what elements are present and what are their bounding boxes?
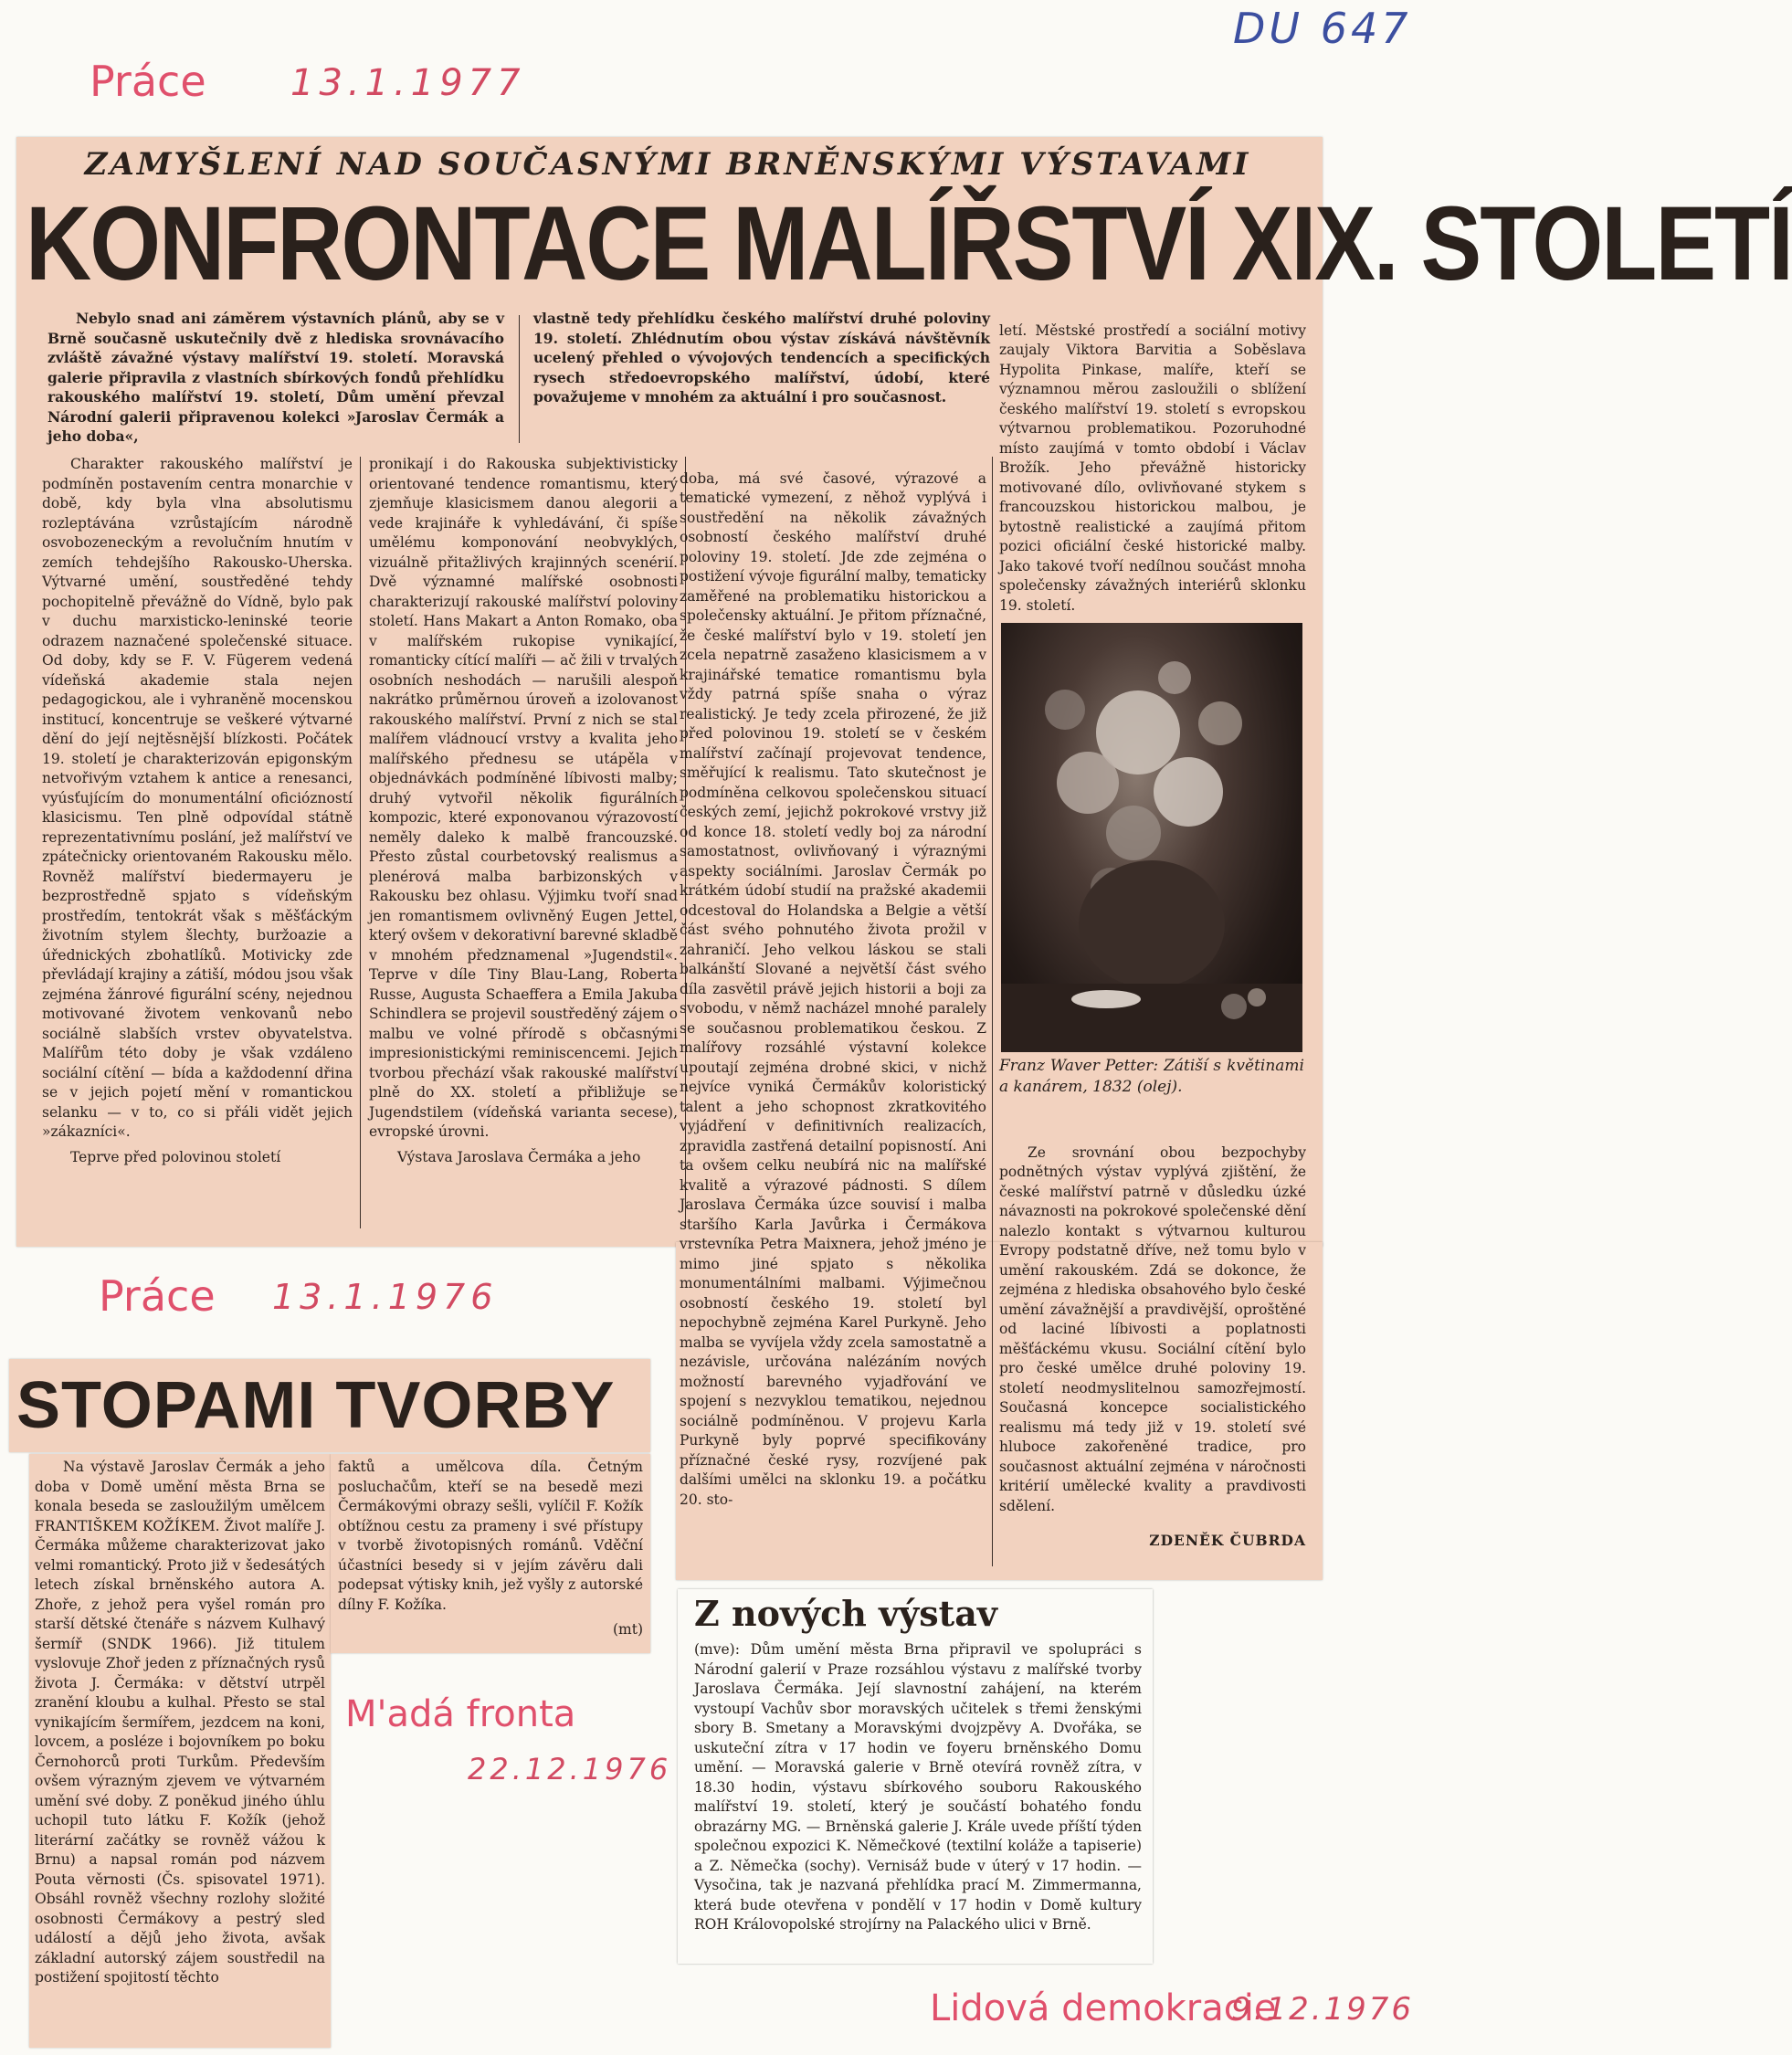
- stopami-column-1-text: Na výstavě Jaroslav Čermák a jeho doba v Domě umění města Brna se konala beseda se zasloužilým umělcem FRANTIŠKEM KOŽÍKEM. Život malíře J. Čermáka můžeme charakterizovat jako velmi romantický. Proto již v šedesátých letech získal brněnského autora A. Zhoře, z jehož pera vyšel román pro starší dětské čtenáře s názvem Kulhavý šermíř (SNDK 1966). Již titulem vyslovuje Zhoř jeden z příznačných rysů života J. Čermáka: v dětství utrpěl zranění kloubu a kulhal. Přesto se stal vynikajícím šermířem, jezdcem na koni, lovcem, a posléze i bojovníkem po boku Černohorců proti Turkům. Především ovšem výrazným zjevem ve výtvarném umění své doby. Z poněkud jiného úhlu uchopil tuto látku F. Kožík (jehož literární začátky se rovněž vážou k Brnu) a napsal román pod názvem Pouta věrnosti (Čs. spisovatel 1971). Obsáhl rovněž všechny rozlohy složité osobnosti Čermákovy a pestrý sled událostí a dějů jeho života, avšak základní autorský zájem soustředil na postižení spojitostí těchto: [35, 1459, 325, 1986]
- column-2-tail: Výstava Jaroslava Čermáka a jeho: [397, 1148, 641, 1165]
- column-1-text: Charakter rakouského malířství je podmíněn postavením centra monarchie v době, kdy byla vlna absolutismu rozleptávána vzrůstajícím národně osvobozeneckým a revolučním hnutím v zemích tehdejšího Rakousko-Uherska. Výtvarné umění, soustředěné tehdy pochopitelně převážně do Vídně, bylo pak v duchu marxisticko-leninské teorie odrazem naznačené společenské situace. Od doby, kdy se F. V. Fügerem vedená vídeňská akademie stala nejen pedagogickou, ale i vyhraněně mocenskou institucí, koncentruje se veškeré výtvarné dění do její nejtěsnější blízkosti. Počátek 19. století je charakterizován epigonským netvořivým vztahem k antice a renesanci, vyúsťujícím do monumentální oficiózností klasicismu. Ten plně odpovídal státně reprezentativnímu poslání, jež malířství ve zpátečnicky orientovaném Rakousku mělo. Rovněž malířství biedermayeru je bezprostředně spjato s vídeňským prostředím, tentokrát však s měšťáckým životním stylem šlechty, buržoazie a úřednických zbohatlíků. Motivicky zde převládají krajiny a zátiší, módou jsou však zejména žánrové figurální scény, nejednou motivované životem venkovanů nebo sociálně slabších vrstev obyvatelstva. Malířům této doby je však vzdáleno sociální cítění — bída a každodenní dřina se v jejich pojetí mění v romantickou selanku — v to, co si přáli vidět jejich »zákazníci«.: [42, 456, 353, 1140]
- stamp-date-mlada: 22.12.1976: [468, 1752, 672, 1786]
- flowers-image: [1001, 623, 1302, 1052]
- stamp-paper-middle: Práce: [99, 1271, 216, 1321]
- still-life-photo: [1001, 623, 1302, 1052]
- photo-caption: Franz Waver Petter: Zátiší s květinami a kanárem, 1832 (olej).: [999, 1057, 1304, 1096]
- article-kicker: ZAMYŠLENÍ NAD SOUČASNÝMI BRNĚNSKÝMI VÝSTAVAMI: [84, 146, 1251, 183]
- column-1-tail: Teprve před polovinou století: [70, 1148, 281, 1165]
- lead-paragraph-2: [533, 309, 990, 446]
- stamp-paper-top: Práce: [90, 57, 206, 106]
- nove-vystavy-headline: Z nových výstav: [694, 1593, 997, 1634]
- article-column-4-bottom: [999, 1129, 1306, 1558]
- article-column-4-top: [999, 307, 1306, 617]
- nove-vystavy-text: (mve): Dům umění města Brna připravil ve spolupráci s Národní galerií v Praze rozsáhlou výstavu z malířské tvorby Jaroslava Čermáka. Její slavnostní zahájení, na kterém vystoupí Vachův sbor moravských učitelek s třemi ženskými sbory B. Smetany a Moravskými dvojzpěvy A. Dvořáka, se uskuteční zítra v 17 hodin ve foyeru brněnského Domu umění. — Moravská galerie v Brně otevírá rovněž zítra, v 18.30 hodin, výstavu sbírkového souboru Rakouského malířství 19. století, který je součástí bohatého fondu obrazárny MG. — Brněnská galerie J. Krále uvede příští týden společnou expozici K. Němečkové (textilní koláže a tapiserie) a Z. Němečka (sochy). Vernisáž bude v úterý v 17 hodin. — Vysočina, tak je nazvaná přehlídka prací M. Zimmermanna, která bude otevřena v pondělí v 17 hodin v Domě kultury ROH Královopolské strojírny na Palackého ulici v Brně.: [694, 1641, 1142, 1933]
- lead-text-2: vlastně tedy přehlídku českého malířství druhé poloviny 19. století. Zhlédnutím obou výstav získává návštěvník ucelený přehled o vývojových tendencích a specifických rysech středoevropského malířství, údobí, které považujeme v mnohém za aktuální i pro současnost.: [533, 310, 990, 406]
- stamp-paper-bottom: Lidová demokracie: [930, 1987, 1277, 2029]
- column-3-text: doba, má své časové, výrazové a tematické vymezení, z něhož vyplývá i soustředění na několik závažných osobností českého malířství druhé poloviny 19. století. Jde zde zejména o postižení vývoje figurální malby, tematicky zaměřené na problematiku historickou a společensky aktuální. Je přitom příznačné, že české malířství bylo v 19. století jen zcela nepatrně zasaženo klasicismem a v krajinářské tematice romantismu byla vždy patrná spíše snaha o výraz realistický. Je tedy zcela přirozené, že již před polovinou 19. století se v českém malířství začínají projevovat tendence, směřující k realismu. Tato skutečnost je podmíněna celkovou společenskou situací českých zemí, jejichž pokrokové vrstvy již od konce 18. století vedly boj za národní samostatnost, ovlivňovaný i výraznými aspekty sociálními. Jaroslav Čermák po krátkém údobí studií na pražské akademii odcestoval do Holandska a Belgie a větší část svého pohnutého života prožil v zahraničí. Jeho velkou láskou se stali balkánští Slované a největší část svého díla zasvětil právě jejich historii a boji za svobodu, v němž nacházel mnohé paralely se současnou problematikou českou. Z malířovy rozsáhlé výstavní kolekce upoutají zejména drobné skici, v nichž nejvíce vyniká Čermákův koloristický talent a jeho schopnost zkratkovitého vyjádření v definitivních realizacích, zpravidla zastřená detailní popisností. Ani ta ovšem celku neubírá nic na malířské kvalitě a výrazové pádnosti. S dílem Jaroslava Čermáka úzce souvisí i malba staršího Karla Javůrka i Čermákova vrstevníka Petra Maixnera, jehož jméno je mimo jiné spjato s několika monumentálními malbami. Výjimečnou osobností českého 19. století byl nepochybně zejména Karel Purkyně. Jeho malba se vyvíjela vždy zcela samostatně a nezávisle, určována nalézáním nových možností barevného vyjadřování ve spojení s nezvyklou tematikou, nejednou sociálně podmíněnou. V projevu Karla Purkyně byly poprvé specifikovány příznačné české rysy, rozvíjené pak dalšími umělci na sklonku 19. a počátku 20. sto-: [680, 469, 986, 1508]
- lead-text-1: Nebylo snad ani záměrem výstavních plánů, aby se v Brně současně uskutečnily dvě z hlediska srovnávacího zvláště závažné výstavy malířství 19. století. Moravská galerie připravila z vlastních sbírkových fondů přehlídku rakouského malířství 19. století, Dům umění převzal Národní galerii připravenou kolekci »Jaroslav Čermák a jeho doba«,: [47, 310, 504, 445]
- nove-vystavy-body: [694, 1640, 1142, 1955]
- stopami-body-clipping: [29, 1454, 331, 2048]
- stopami-column-1: [35, 1458, 325, 2042]
- column-divider-3: [992, 457, 993, 1566]
- article-column-3: [680, 455, 986, 1569]
- lead-divider: [519, 315, 520, 443]
- column-2-text: pronikají i do Rakouska subjektivisticky orientované tendence romantismu, který zjemňuje klasicismem danou alegorii a vede krajináře k vyhledávání, či spíše umělému komponování neobvyklých, vizuálně přitažlivých krajinných scenérií. Dvě významné malířské osobnosti charakterizují rakouské malířství poloviny století. Hans Makart a Anton Romako, oba v malířském rukopise vynikající, romanticky cítící malíři — ač žili v trvalých osobních neshodách — narušili alespoň nakrátko průměrnou úroveň a izolovanost rakouského malířství. První z nich se stal malířem vládnoucí vrstvy a kvalita jeho malířského přednesu se utápěla v objednávkách podmíněné líbivosti malby; druhý vytvořil několik figurálních kompozic, které exponovanou výrazovostí neměly daleko k malbě francouzské. Přesto zůstal courbetovský realismus a plenérová malba barbizonských v Rakousku bez ohlasu. Výjimku tvoří snad jen romantismem ovlivněný Eugen Jettel, který ovšem v dekorativní barevné skladbě v mnohém předznamenal »Jugendstil«. Teprve v díle Tiny Blau-Lang, Roberta Russe, Augusta Schaeffera a Emila Jakuba Schindlera se projevil soustředěný zájem o malbu ve volné přírodě s občasnými impresionistickými reminiscencemi. Jejich tvorbou přechází však rakouské malířství plně do XX. století a přibližuje se Jugendstilem (vídeňská varianta secese), evropské úrovni.: [369, 456, 678, 1140]
- stopami-author: (mt): [612, 1621, 643, 1638]
- archive-code: DU 647: [1233, 4, 1412, 53]
- stopami-column-2-clipping: [331, 1454, 650, 1653]
- article-headline: KONFRONTACE MALÍŘSTVÍ XIX. STOLETÍ: [26, 184, 1792, 303]
- column-4-top-text: letí. Městské prostředí a sociální motivy zaujaly Viktora Barvitia a Soběslava Hypolita Pinkase, malíře, kteří se významnou měrou zasloužili o sblížení českého malířství 19. století s evropskou výtvarnou problematikou. Pozoruhodné místo zaujímá v tomto období i Václav Brožík. Jeho převážně historicky motivované dílo, ovlivňované stykem s francouzskou historickou malbou, je bytostně realistické a zaujímá přitom pozici oficiální české historické malby. Jako takové tvoří nedílnou součást mnoha společensky závažných interiérů sklonku 19. století.: [999, 321, 1306, 614]
- article-column-1: [42, 455, 353, 1231]
- stopami-column-2: [338, 1458, 643, 1649]
- lead-paragraph-1: [47, 309, 504, 446]
- stamp-date-middle: 13.1.1976: [272, 1277, 499, 1317]
- stamp-date-bottom: 9.12.1976: [1231, 1991, 1415, 2028]
- stopami-column-2-text: faktů a umělcova díla. Četným posluchačům, kteří se na besedě mezi Čermákovými obrazy sešli, vylíčil F. Kožík obtížnou cestu za prameny i své přístupy v tvorbě životopisných románů. Vděční účastníci besedy si v jejím závěru dali podepsat výtisky knih, jež vyšly z autorské dílny F. Kožíka.: [338, 1459, 643, 1613]
- stamp-paper-mlada: M'adá fronta: [345, 1693, 576, 1735]
- stopami-headline-clipping: [9, 1359, 650, 1452]
- nove-vystavy-clipping: [678, 1589, 1153, 1964]
- article-column-2: [369, 455, 678, 1231]
- stamp-date-top: 13.1.1977: [290, 62, 526, 104]
- article-author: ZDENĚK ČUBRDA: [1149, 1531, 1306, 1549]
- column-divider-1: [360, 457, 361, 1228]
- column-4-bottom-text: Ze srovnání obou bezpochyby podnětných výstav vyplývá zjištění, že české malířství patrně v důsledku úzké návaznosti na pokrokové společenské dění nalezlo kontakt s výtvarnou kulturou Evropy podstatně dříve, než tomu bylo v umění rakouském. Zdá se dokonce, že zejména z hlediska obsahového bylo české umění závažnější a pravdivější, oproštěné od laciné líbivosti a poplatnosti měšťáckému vkusu. Sociální cítění bylo pro české umělce druhé poloviny 19. století neodmyslitelnou samozřejmostí. Současná koncepce socialistického realismu má tedy již v 19. století své hluboce zakořeněné tradice, pro současnost aktuální zejména v náročnosti kritérií umělecké kvality a pravdivosti sdělení.: [999, 1143, 1306, 1514]
- stopami-headline: STOPAMI TVORBY: [16, 1369, 616, 1442]
